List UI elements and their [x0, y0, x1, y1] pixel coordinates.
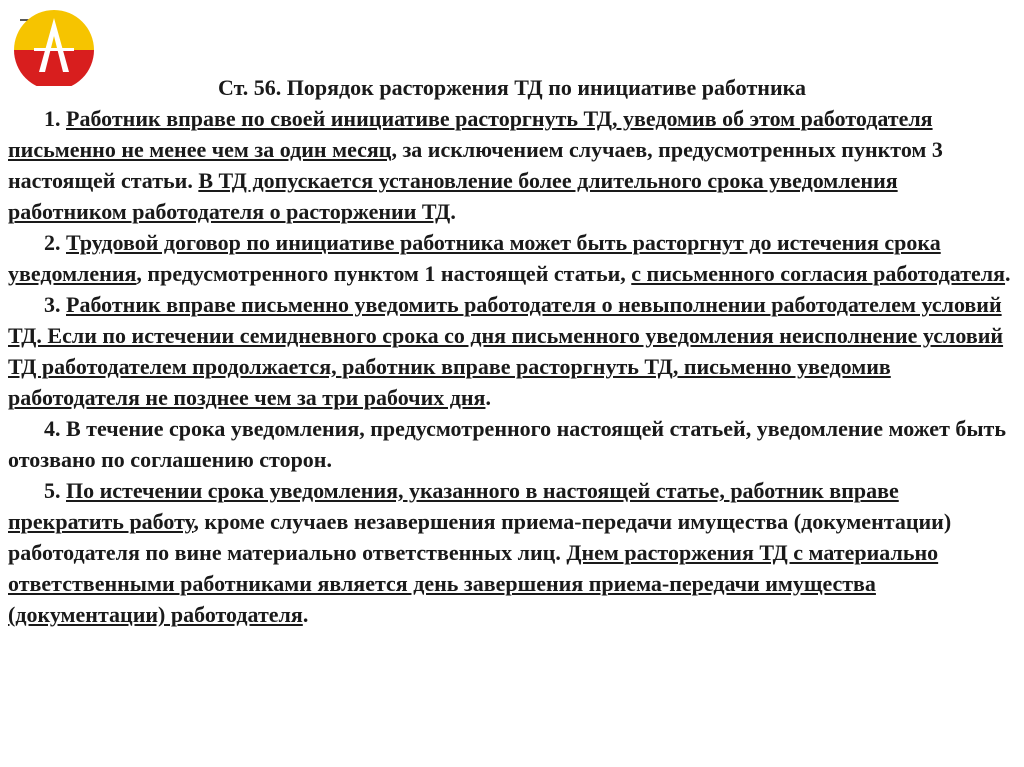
text: . — [302, 602, 309, 627]
underlined-text: с письменного согласия работодателя — [631, 261, 1006, 286]
paragraph-3 — [8, 289, 1016, 413]
text: , предусмотренного пунктом 1 настоящей статьи, — [136, 261, 632, 286]
text: . — [450, 199, 456, 224]
underlined-text: Работник вправе по своей инициативе расторгнуть ТД, уведомив об этом работодателя письменно не менее чем за один месяц — [8, 106, 933, 162]
article-paragraphs — [8, 103, 1016, 630]
text: 3. — [44, 292, 66, 317]
article-content — [8, 72, 1016, 630]
paragraph-5 — [8, 475, 1016, 630]
article-title: Ст. 56. Порядок расторжения ТД по инициативе работника — [218, 75, 806, 100]
underlined-text: Работник вправе письменно уведомить работодателя о невыполнении работодателем условий ТД. Если по истечении семидневного срока со дня письменного уведомления неисполнение условий ТД работодателем продолжается, работник вправе расторгнуть ТД, письменно уведомив работодателя не позднее чем за три рабочих дня — [8, 292, 1004, 410]
text: . — [485, 385, 491, 410]
text: 1. — [44, 106, 66, 131]
underlined-text: Днем расторжения ТД с материально ответственными работниками является день завершения приема-передачи имущества (документации) работодателя — [8, 540, 939, 627]
text: , за исключением случаев, предусмотренных пунктом 3 настоящей статьи. — [8, 137, 943, 193]
text: 2. — [44, 230, 66, 255]
underlined-text: В ТД допускается установление более длительного срока уведомления работником работодателя о расторжении ТД — [8, 168, 898, 224]
paragraph-2 — [8, 227, 1016, 289]
paragraph-4 — [8, 413, 1016, 475]
text: 5. — [44, 478, 66, 503]
text: 4. В течение срока уведомления, предусмотренного настоящей статьей, уведомление может быть отозвано по соглашению сторон. — [8, 416, 1006, 472]
paragraph-1 — [8, 103, 1016, 227]
underlined-text: Трудовой договор по инициативе работника может быть расторгнут до истечения срока уведомления — [8, 230, 941, 286]
text: , кроме случаев незавершения приема-передачи имущества (документации) работодателя по вине материально ответственных лиц. — [8, 509, 952, 565]
underlined-text: По истечении срока уведомления, указанного в настоящей статье, работник вправе прекратить работу — [8, 478, 899, 534]
text: . — [1005, 261, 1011, 286]
